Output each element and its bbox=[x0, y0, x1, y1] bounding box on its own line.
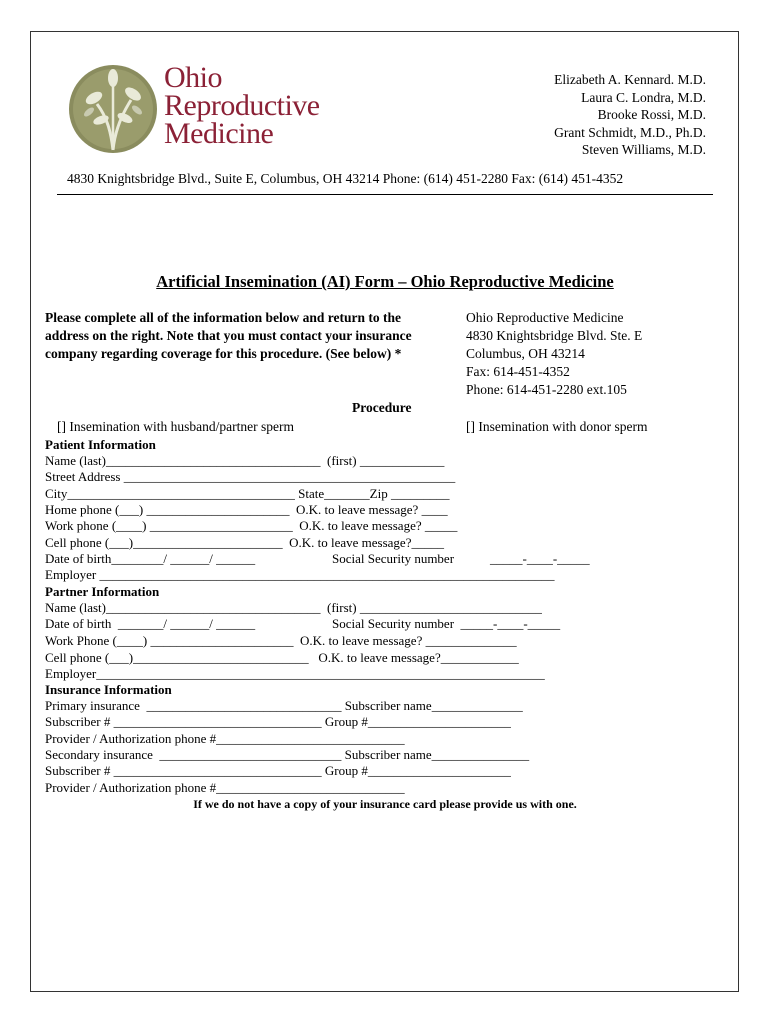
ohio-reproductive-medicine-logo bbox=[67, 62, 367, 162]
procedure-heading: Procedure bbox=[352, 400, 412, 415]
patient-cell-phone-field[interactable]: Cell phone (___)_______________________ O.K. to leave message?_____ bbox=[45, 535, 444, 550]
primary-subscriber-field[interactable]: Subscriber # ________________________________ Group #______________________ bbox=[45, 714, 511, 729]
logo-emblem-icon bbox=[67, 62, 159, 156]
patient-home-phone-field[interactable]: Home phone (___) ______________________ O.K. to leave message? ____ bbox=[45, 502, 448, 517]
patient-employer-field[interactable]: Employer ______________________________________________________________________ bbox=[45, 567, 555, 582]
secondary-provider-phone-field[interactable]: Provider / Authorization phone #_____________________________ bbox=[45, 780, 405, 795]
form-instructions: Please complete all of the information below and return to the address on the right. Note that you must contact your insurance company regarding coverage for this procedure. (See below) * bbox=[45, 310, 412, 361]
partner-name-field[interactable]: Name (last)_________________________________ (first) ____________________________ bbox=[45, 600, 542, 615]
doctor-name: Elizabeth A. Kennard. M.D. bbox=[554, 72, 706, 87]
patient-ssn-label: Social Security number bbox=[332, 551, 455, 566]
doctor-list bbox=[554, 71, 706, 159]
procedure-option-donor[interactable]: [] Insemination with donor sperm bbox=[466, 419, 648, 434]
return-address-line: Phone: 614-451-2280 ext.105 bbox=[466, 382, 627, 397]
secondary-subscriber-field[interactable]: Subscriber # ________________________________ Group #______________________ bbox=[45, 763, 511, 778]
patient-info-heading: Patient Information bbox=[45, 437, 156, 452]
doctor-name: Steven Williams, M.D. bbox=[581, 142, 706, 157]
patient-work-phone-field[interactable]: Work phone (____) ______________________ O.K. to leave message? _____ bbox=[45, 518, 458, 533]
doctor-name: Grant Schmidt, M.D., Ph.D. bbox=[554, 124, 706, 140]
partner-work-phone-field[interactable]: Work Phone (____) ______________________ O.K. to leave message? ______________ bbox=[45, 633, 517, 648]
logo-line-1: Ohio bbox=[164, 61, 222, 94]
patient-street-field[interactable]: Street Address ___________________________________________________ bbox=[45, 469, 456, 484]
primary-insurance-field[interactable]: Primary insurance ______________________________ Subscriber name______________ bbox=[45, 698, 523, 713]
patient-dob-field[interactable]: Date of birth________/ ______/ ______ bbox=[45, 551, 256, 566]
patient-ssn-field[interactable]: _____-____-_____ bbox=[490, 551, 590, 566]
logo-wordmark bbox=[164, 61, 320, 150]
secondary-insurance-field[interactable]: Secondary insurance ____________________________ Subscriber name_______________ bbox=[45, 747, 530, 762]
procedure-option-partner[interactable]: [] Insemination with husband/partner sperm bbox=[57, 419, 294, 434]
partner-info-heading: Partner Information bbox=[45, 584, 160, 599]
clinic-address-line: 4830 Knightsbridge Blvd., Suite E, Columbus, OH 43214 Phone: (614) 451-2280 Fax: (614) 451-4352 bbox=[67, 171, 624, 186]
header-divider bbox=[57, 194, 713, 195]
patient-name-field[interactable]: Name (last)_________________________________ (first) _____________ bbox=[45, 453, 445, 468]
logo-line-3: Medicine bbox=[164, 117, 274, 150]
return-address-line: 4830 Knightsbridge Blvd. Ste. E bbox=[466, 328, 643, 343]
return-address-line: Ohio Reproductive Medicine bbox=[466, 310, 624, 325]
return-address-line: Fax: 614-451-4352 bbox=[466, 364, 570, 379]
insurance-info-heading: Insurance Information bbox=[45, 682, 172, 697]
primary-provider-phone-field[interactable]: Provider / Authorization phone #_____________________________ bbox=[45, 731, 405, 746]
return-address bbox=[466, 309, 642, 399]
patient-city-field[interactable]: City___________________________________ State_______Zip _________ bbox=[45, 486, 450, 501]
partner-ssn-field[interactable]: Social Security number _____-____-_____ bbox=[332, 616, 561, 631]
doctor-name: Brooke Rossi, M.D. bbox=[597, 107, 706, 122]
partner-employer-field[interactable]: Employer_____________________________________________________________________ bbox=[45, 666, 545, 681]
insurance-card-note: If we do not have a copy of your insurance card please provide us with one. bbox=[193, 797, 577, 811]
partner-cell-phone-field[interactable]: Cell phone (___)___________________________ O.K. to leave message?____________ bbox=[45, 650, 519, 665]
logo-line-2: Reproductive bbox=[164, 89, 320, 122]
doctor-name: Laura C. Londra, M.D. bbox=[581, 89, 706, 105]
form-title: Artificial Insemination (AI) Form – Ohio Reproductive Medicine bbox=[156, 272, 614, 291]
partner-dob-field[interactable]: Date of birth _______/ ______/ ______ bbox=[45, 616, 256, 631]
return-address-line: Columbus, OH 43214 bbox=[466, 346, 585, 361]
